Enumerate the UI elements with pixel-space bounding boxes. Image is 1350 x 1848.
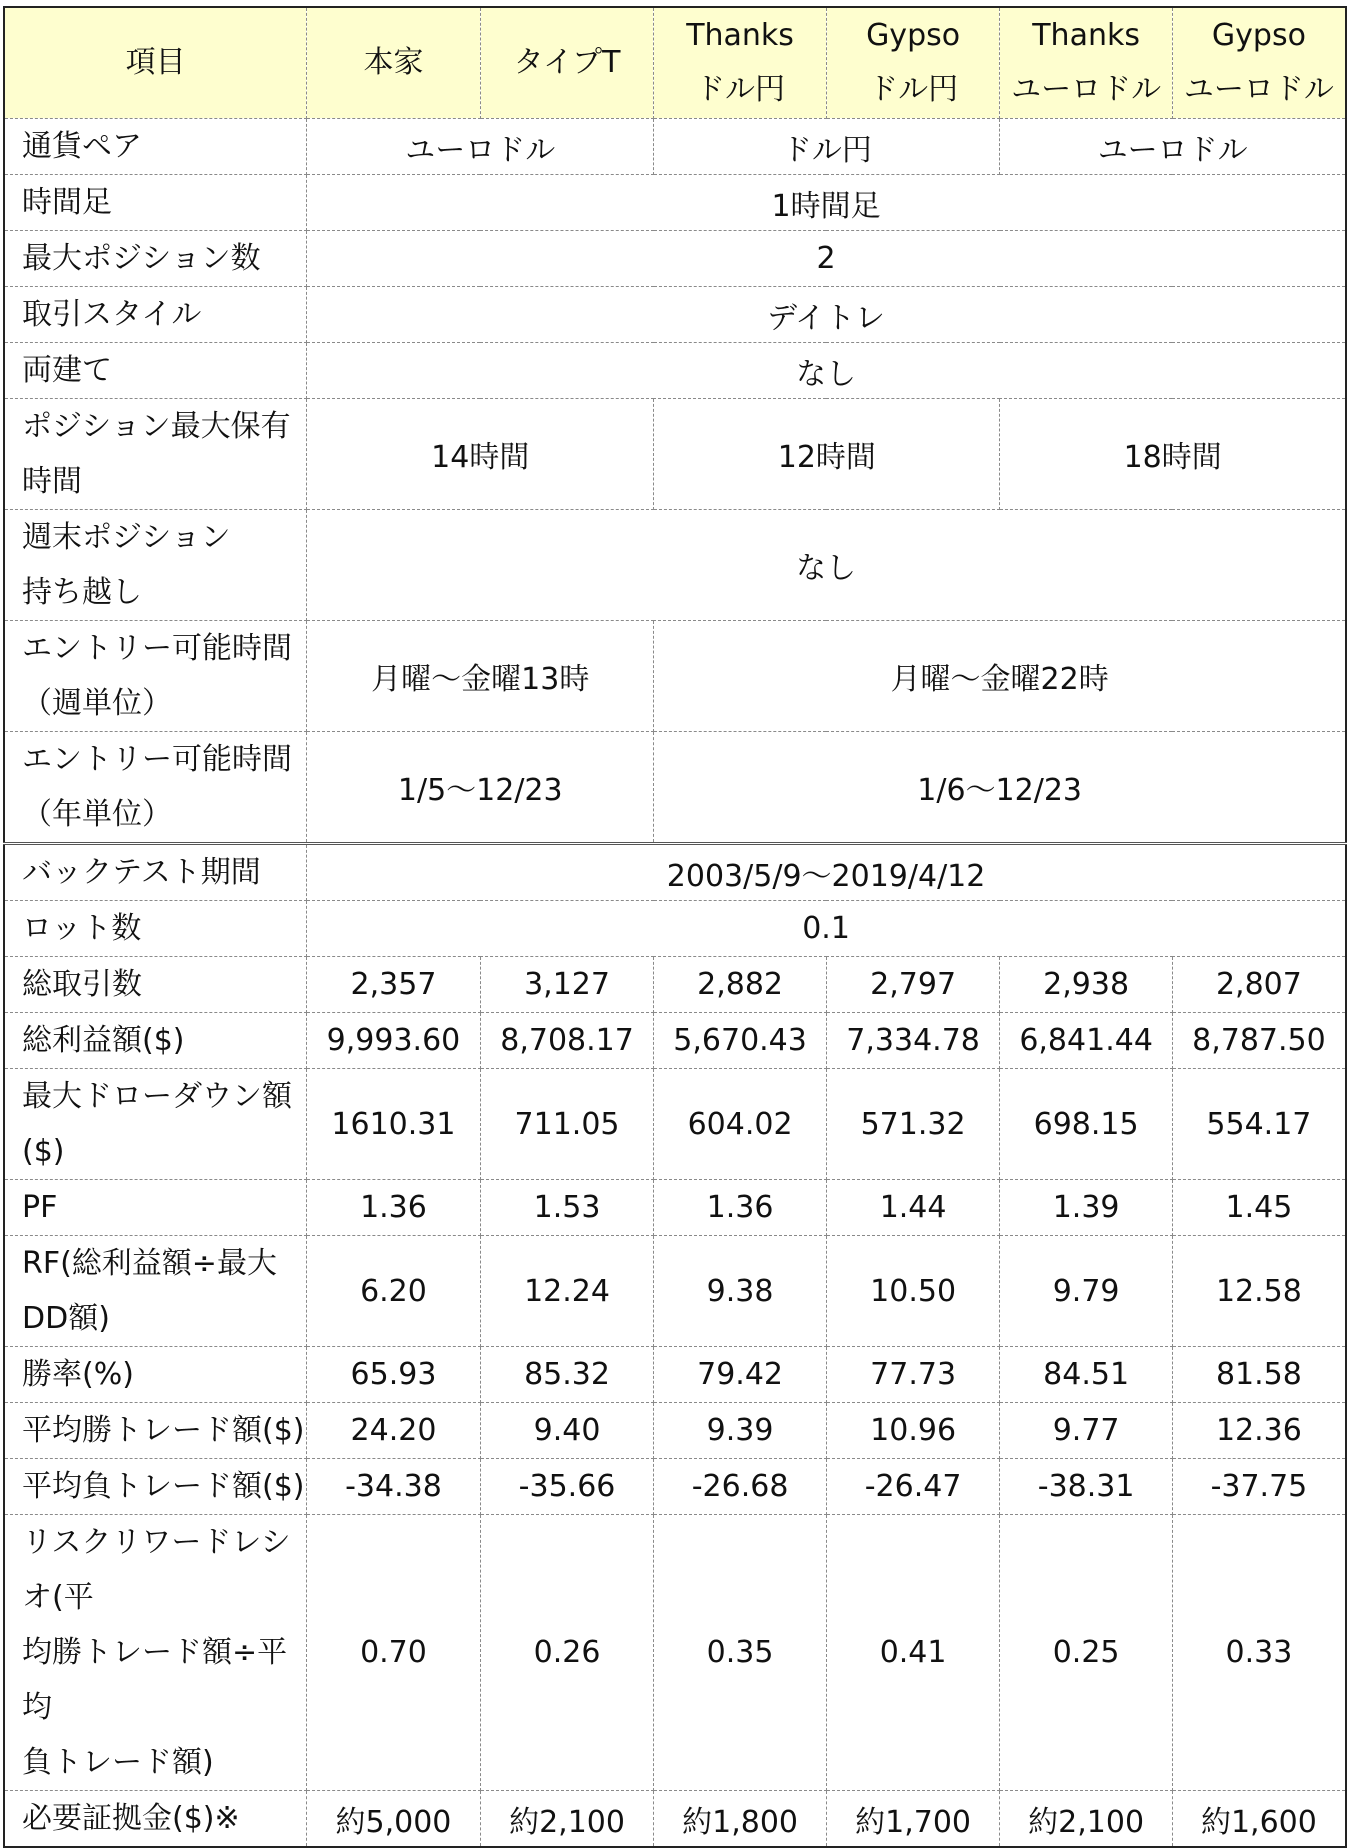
cell: デイトレ [307,287,1346,343]
weekend-row [4,510,1346,621]
cell: ユーロドル [307,119,654,175]
cell: 8,787.50 [1172,1013,1346,1069]
cell: 604.02 [654,1069,826,1180]
header-item: 項目 [4,7,307,119]
row-label: ロット数 [4,901,307,957]
cell: なし [307,510,1346,621]
row-label: 取引スタイル [4,287,307,343]
cell: 7,334.78 [826,1013,1000,1069]
cell: なし [307,343,1346,399]
row-label: 必要証拠金($)※ [4,1791,307,1848]
cell: 9.39 [654,1403,826,1459]
cell: -37.75 [1172,1459,1346,1515]
cell: 65.93 [307,1347,481,1403]
cell: 2,882 [654,957,826,1013]
margin-row [4,1791,1346,1848]
row-label: エントリー可能時間 （年単位） [4,732,307,844]
max-hold-row [4,399,1346,510]
cell: 約1,800 [654,1791,826,1848]
cell: 9.79 [1000,1236,1172,1347]
row-label: バックテスト期間 [4,844,307,901]
cell: 2003/5/9～2019/4/12 [307,844,1346,901]
cell: 1610.31 [307,1069,481,1180]
cell: 0.35 [654,1515,826,1791]
cell: 24.20 [307,1403,481,1459]
cell: 571.32 [826,1069,1000,1180]
cell: 1/6～12/23 [654,732,1346,844]
row-label: 最大ポジション数 [4,231,307,287]
style-row [4,287,1346,343]
header-col-5: Thanks ユーロドル [1000,7,1172,119]
hedging-row [4,343,1346,399]
cell: 698.15 [1000,1069,1172,1180]
cell: 約1,600 [1172,1791,1346,1848]
cell: 84.51 [1000,1347,1172,1403]
row-label: PF [4,1180,307,1236]
risk-reward-row [4,1515,1346,1791]
cell: 0.33 [1172,1515,1346,1791]
cell: 14時間 [307,399,654,510]
header-col-4: Gypso ドル円 [826,7,1000,119]
cell: 約5,000 [307,1791,481,1848]
cell: 9.38 [654,1236,826,1347]
max-positions-row [4,231,1346,287]
total-trades-row [4,957,1346,1013]
cell: 9,993.60 [307,1013,481,1069]
cell: 12.58 [1172,1236,1346,1347]
cell: ユーロドル [1000,119,1346,175]
currency-pair-row [4,119,1346,175]
header-col-6: Gypso ユーロドル [1172,7,1346,119]
row-label: 平均負トレード額($) [4,1459,307,1515]
cell: 81.58 [1172,1347,1346,1403]
cell: 10.50 [826,1236,1000,1347]
row-label: 勝率(%) [4,1347,307,1403]
cell: 6,841.44 [1000,1013,1172,1069]
cell: 1.36 [654,1180,826,1236]
cell: 月曜～金曜22時 [654,621,1346,732]
row-label: 時間足 [4,175,307,231]
row-label: リスクリワードレシオ(平 均勝トレード額÷平均 負トレード額) [4,1515,307,1791]
rf-row [4,1236,1346,1347]
cell: 2,807 [1172,957,1346,1013]
header-col-1: 本家 [307,7,481,119]
row-label: 総利益額($) [4,1013,307,1069]
max-drawdown-row [4,1069,1346,1180]
lots-row [4,901,1346,957]
avg-loss-row [4,1459,1346,1515]
cell: 約2,100 [480,1791,654,1848]
avg-win-row [4,1403,1346,1459]
cell: 6.20 [307,1236,481,1347]
cell: 9.40 [480,1403,654,1459]
period-row [4,844,1346,901]
row-label: 週末ポジション 持ち越し [4,510,307,621]
header-col-2: タイプT [480,7,654,119]
cell: 12時間 [654,399,1000,510]
cell: 554.17 [1172,1069,1346,1180]
cell: 85.32 [480,1347,654,1403]
total-profit-row [4,1013,1346,1069]
cell: 5,670.43 [654,1013,826,1069]
timeframe-row [4,175,1346,231]
cell: 2,938 [1000,957,1172,1013]
cell: 月曜～金曜13時 [307,621,654,732]
cell: -38.31 [1000,1459,1172,1515]
row-label: ポジション最大保有 時間 [4,399,307,510]
cell: 10.96 [826,1403,1000,1459]
cell: 0.25 [1000,1515,1172,1791]
cell: 12.36 [1172,1403,1346,1459]
cell: 9.77 [1000,1403,1172,1459]
cell: 0.70 [307,1515,481,1791]
cell: 約2,100 [1000,1791,1172,1848]
ea-comparison-table [3,6,1347,1848]
cell: 2,797 [826,957,1000,1013]
cell: 79.42 [654,1347,826,1403]
cell: 1.45 [1172,1180,1346,1236]
row-label: エントリー可能時間 （週単位） [4,621,307,732]
pf-row [4,1180,1346,1236]
win-rate-row [4,1347,1346,1403]
cell: 2 [307,231,1346,287]
cell: 1.39 [1000,1180,1172,1236]
cell: 0.41 [826,1515,1000,1791]
cell: 1時間足 [307,175,1346,231]
header-row [4,7,1346,119]
cell: 0.26 [480,1515,654,1791]
row-label: 平均勝トレード額($) [4,1403,307,1459]
row-label: 両建て [4,343,307,399]
cell: 1.53 [480,1180,654,1236]
row-label: 総取引数 [4,957,307,1013]
cell: 3,127 [480,957,654,1013]
cell: -26.68 [654,1459,826,1515]
cell: 1.44 [826,1180,1000,1236]
header-col-3: Thanks ドル円 [654,7,826,119]
cell: 711.05 [480,1069,654,1180]
cell: 0.1 [307,901,1346,957]
cell: 77.73 [826,1347,1000,1403]
cell: 2,357 [307,957,481,1013]
cell: 1/5～12/23 [307,732,654,844]
row-label: 最大ドローダウン額 ($) [4,1069,307,1180]
entry-year-row [4,732,1346,844]
cell: -35.66 [480,1459,654,1515]
row-label: 通貨ペア [4,119,307,175]
cell: 約1,700 [826,1791,1000,1848]
cell: 8,708.17 [480,1013,654,1069]
row-label: RF(総利益額÷最大 DD額) [4,1236,307,1347]
cell: 1.36 [307,1180,481,1236]
entry-week-row [4,621,1346,732]
cell: 12.24 [480,1236,654,1347]
cell: ドル円 [654,119,1000,175]
cell: 18時間 [1000,399,1346,510]
cell: -26.47 [826,1459,1000,1515]
cell: -34.38 [307,1459,481,1515]
